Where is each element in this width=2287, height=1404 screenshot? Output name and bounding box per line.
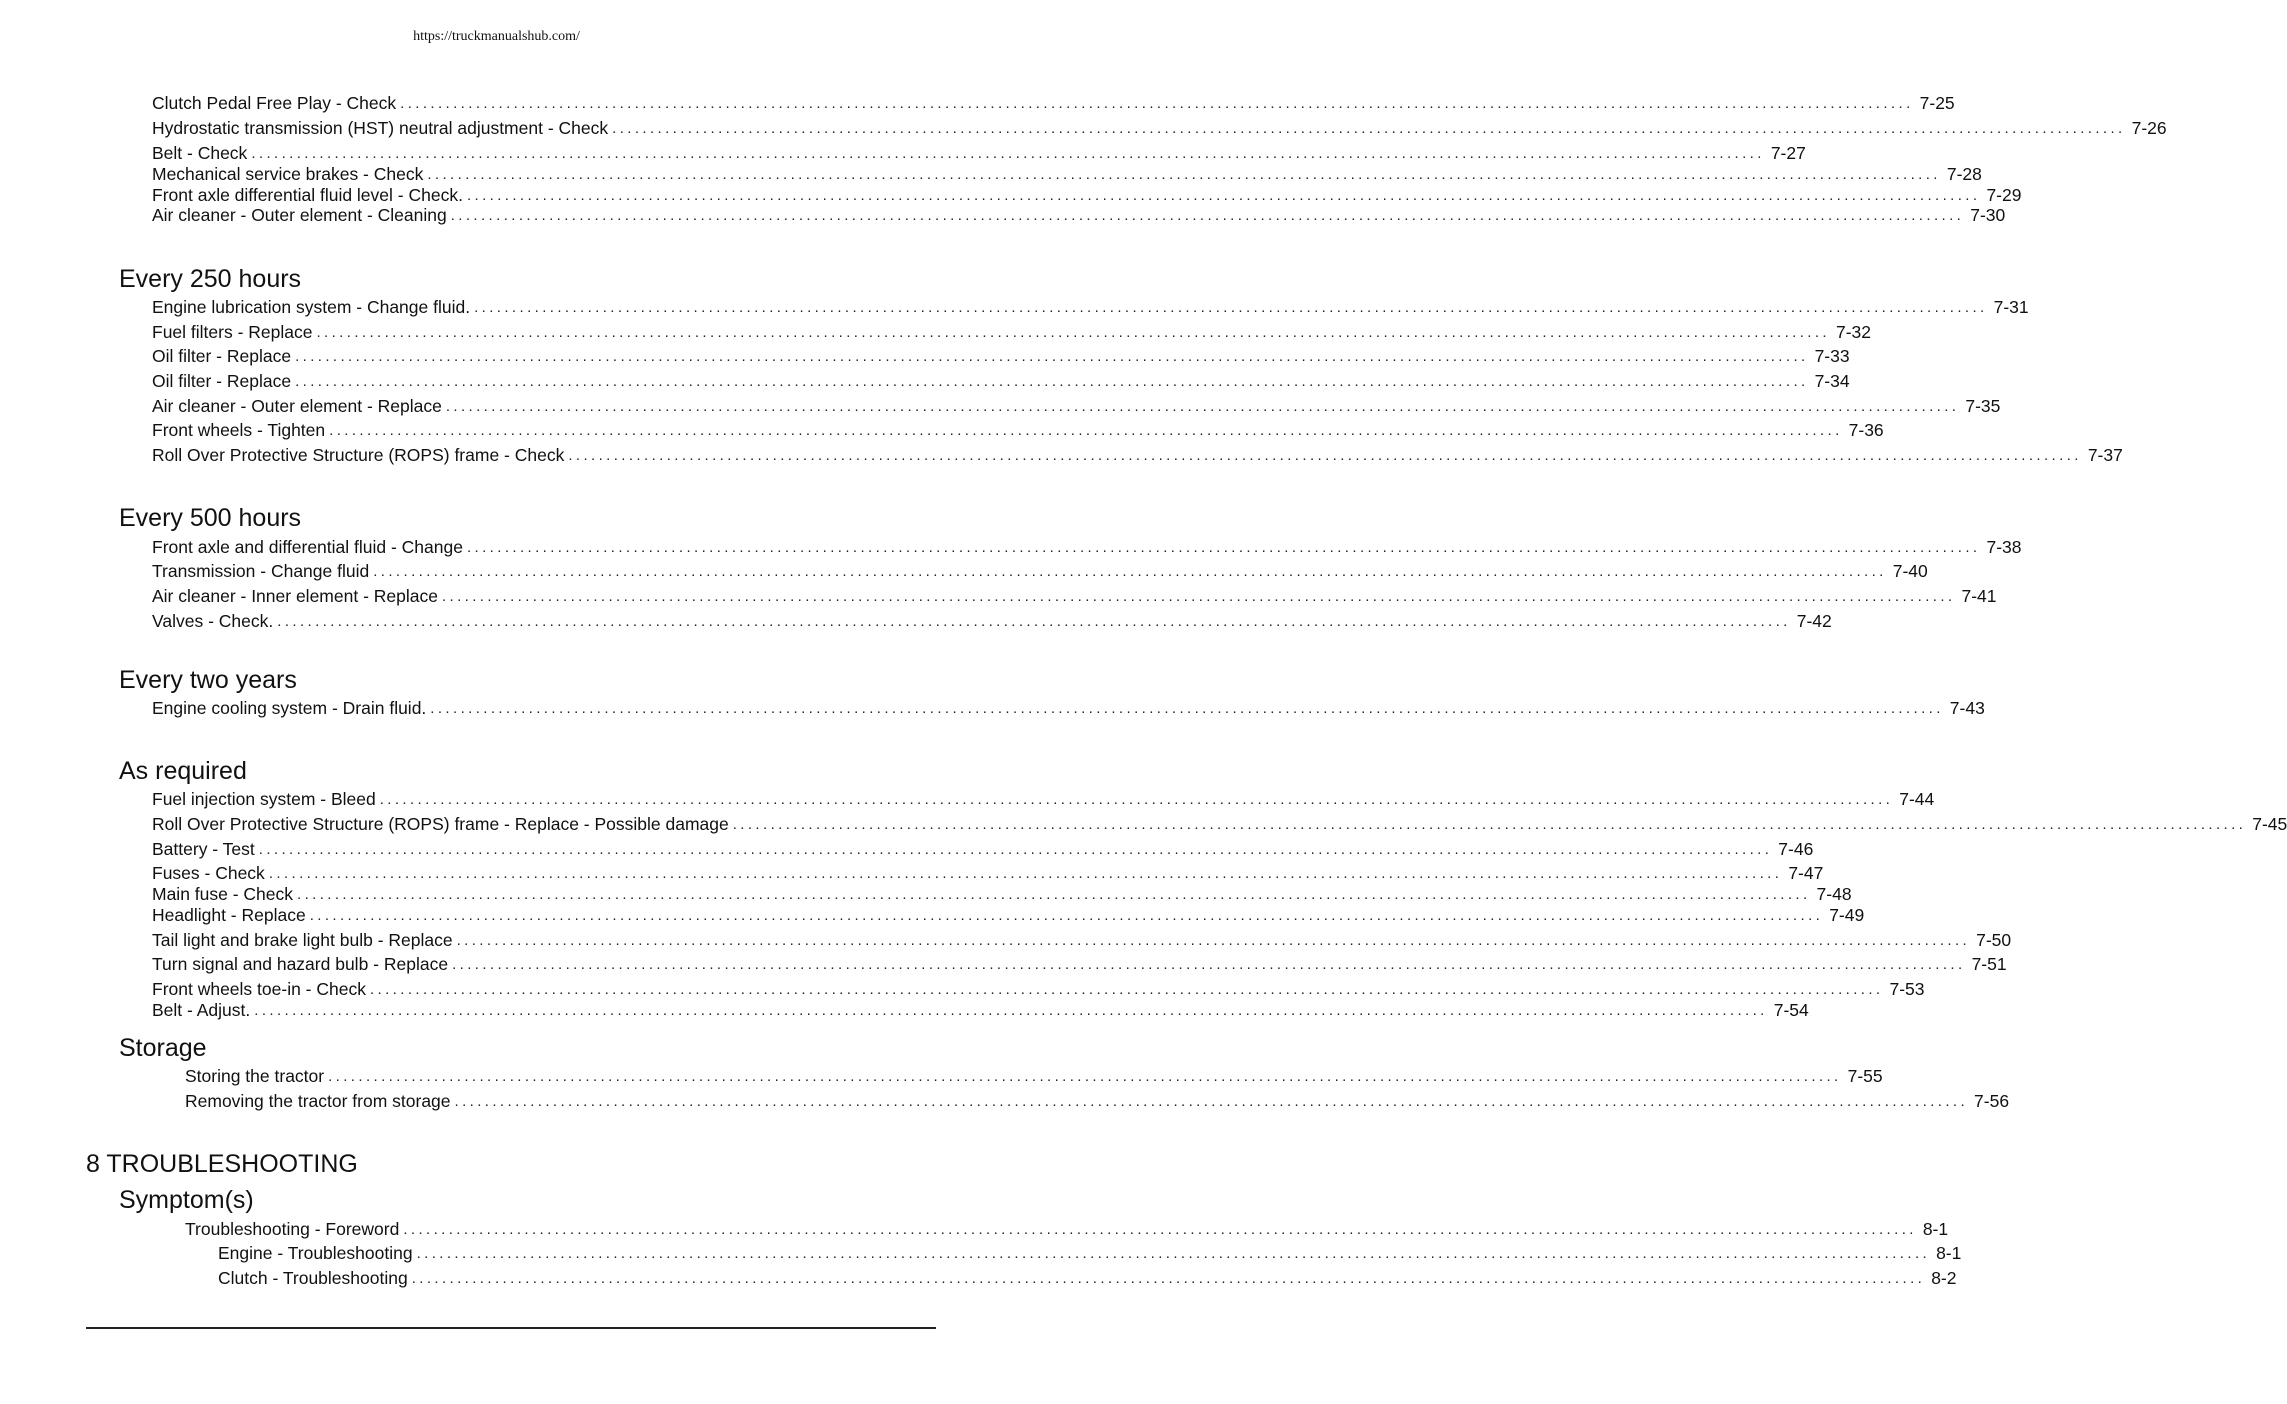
toc-entry-page: 7-43	[1949, 698, 1985, 718]
toc-entry-page: 7-53	[1889, 979, 1925, 999]
toc-entry-page: 7-31	[1993, 297, 2029, 317]
toc-entry[interactable]	[218, 1242, 1962, 1264]
toc-entry[interactable]	[152, 92, 1955, 114]
toc-entry-label: Front axle and differential fluid - Change	[152, 537, 463, 557]
toc-entry[interactable]	[152, 184, 2022, 206]
toc-entry-page: 7-50	[1976, 930, 2012, 950]
toc-entry-page: 7-45	[2252, 814, 2287, 834]
dot-leader: ........................................................................................................................................................................................................	[454, 1093, 1969, 1110]
toc-entry[interactable]	[152, 345, 1850, 367]
toc-entry-label: Headlight - Replace	[152, 905, 306, 925]
toc-entry[interactable]	[152, 163, 1982, 185]
toc-entry-page: 7-25	[1919, 93, 1955, 113]
toc-entry-label: Belt - Adjust.	[152, 1000, 251, 1020]
toc-entry[interactable]	[152, 117, 2167, 139]
toc-entry[interactable]	[185, 1218, 1949, 1240]
toc-entry-page: 7-41	[1961, 586, 1997, 606]
toc-entry-page: 7-49	[1829, 905, 1865, 925]
dot-leader: ........................................................................................................................................................................................................	[316, 324, 1830, 341]
toc-entry[interactable]	[152, 204, 2006, 226]
toc-entry-page: 7-33	[1814, 346, 1850, 366]
toc-entry-page: 7-36	[1848, 420, 1884, 440]
dot-leader: ........................................................................................................................................................................................................	[254, 1002, 1768, 1019]
toc-entry[interactable]	[185, 1065, 1883, 1087]
toc-entry-page: 7-55	[1847, 1066, 1883, 1086]
section-heading[interactable]: Every 500 hours	[119, 504, 302, 532]
toc-entry-page: 7-35	[1965, 396, 2001, 416]
dot-leader: ........................................................................................................................................................................................................	[445, 398, 1960, 415]
toc-entry-label: Tail light and brake light bulb - Replace	[152, 930, 453, 950]
dot-leader: ........................................................................................................................................................................................................	[251, 145, 1765, 162]
dot-leader: ........................................................................................................................................................................................................	[297, 886, 1811, 903]
dot-leader: ........................................................................................................................................................................................................	[456, 932, 1971, 949]
dot-leader: ........................................................................................................................................................................................................	[452, 956, 1966, 973]
toc-entry-page: 7-51	[1971, 954, 2007, 974]
toc-entry-page: 7-46	[1778, 839, 1814, 859]
toc-entry-page: 7-42	[1796, 611, 1832, 631]
dot-leader: ........................................................................................................................................................................................................	[568, 447, 2082, 464]
toc-entry-label: Front wheels - Tighten	[152, 420, 326, 440]
toc-entry[interactable]	[152, 370, 1850, 392]
toc-entry-label: Storing the tractor	[185, 1066, 325, 1086]
toc-entry[interactable]	[152, 536, 2022, 558]
dot-leader: ........................................................................................................................................................................................................	[277, 613, 1791, 630]
toc-entry[interactable]	[218, 1267, 1957, 1289]
dot-leader: ........................................................................................................................................................................................................	[328, 1068, 1842, 1085]
toc-entry-page: 7-54	[1773, 1000, 1809, 1020]
dot-leader: ........................................................................................................................................................................................................	[258, 841, 1773, 858]
toc-entry[interactable]	[152, 321, 1872, 343]
toc-entry-page: 7-29	[1986, 185, 2022, 205]
toc-entry[interactable]	[152, 560, 1928, 582]
dot-leader: ........................................................................................................................................................................................................	[295, 348, 1809, 365]
toc-entry[interactable]	[152, 813, 2287, 835]
dot-leader: ........................................................................................................................................................................................................	[403, 1221, 1917, 1238]
toc-entry-label: Air cleaner - Outer element - Cleaning	[152, 205, 447, 225]
dot-leader: ........................................................................................................................................................................................................	[379, 791, 1894, 808]
toc-entry[interactable]	[185, 1090, 2010, 1112]
toc-entry-label: Engine cooling system - Drain fluid.	[152, 698, 427, 718]
toc-entry-label: Roll Over Protective Structure (ROPS) frame - Replace - Possible damage	[152, 814, 729, 834]
section-heading[interactable]: As required	[119, 757, 247, 785]
section-heading[interactable]: Every two years	[119, 666, 297, 694]
toc-entry[interactable]	[152, 978, 1925, 1000]
toc-entry-label: Fuses - Check	[152, 863, 265, 883]
source-url[interactable]: https://truckmanualshub.com/	[413, 29, 580, 44]
toc-entry-label: Troubleshooting - Foreword	[185, 1219, 400, 1239]
toc-entry-label: Engine lubrication system - Change fluid.	[152, 297, 471, 317]
toc-entry-page: 7-32	[1835, 322, 1872, 342]
toc-entry-page: 7-38	[1986, 537, 2022, 557]
toc-entry-label: Belt - Check	[152, 143, 248, 163]
section-heading[interactable]: Storage	[119, 1034, 207, 1062]
toc-entry-page: 7-56	[1974, 1091, 2010, 1111]
dot-leader: ........................................................................................................................................................................................................	[466, 539, 1981, 556]
toc-entry-page: 7-28	[1946, 164, 1982, 184]
dot-leader: ........................................................................................................................................................................................................	[416, 1245, 1931, 1262]
toc-entry-page: 7-48	[1816, 884, 1852, 904]
toc-entry[interactable]	[152, 788, 1935, 810]
toc-entry[interactable]	[152, 929, 2012, 951]
toc-entry-label: Turn signal and hazard bulb - Replace	[152, 954, 449, 974]
toc-entry-label: Hydrostatic transmission (HST) neutral adjustment - Check	[152, 118, 609, 138]
dot-leader: ........................................................................................................................................................................................................	[295, 373, 1809, 390]
dot-leader: ........................................................................................................................................................................................................	[411, 1270, 1926, 1287]
toc-entry-label: Clutch - Troubleshooting	[218, 1268, 408, 1288]
dot-leader: ........................................................................................................................................................................................................	[373, 563, 1887, 580]
toc-entry[interactable]	[152, 697, 1985, 719]
toc-entry-page: 7-27	[1770, 143, 1806, 163]
toc-entry-page: 7-34	[1814, 371, 1850, 391]
toc-entry-page: 8-1	[1936, 1243, 1962, 1263]
section-heading[interactable]: Every 250 hours	[119, 265, 302, 293]
toc-entry-label: Front axle differential fluid level - Check.	[152, 185, 463, 205]
toc-entry-page: 7-37	[2087, 445, 2123, 465]
toc-entry-label: Removing the tractor from storage	[185, 1091, 451, 1111]
toc-entry-page: 7-44	[1899, 789, 1935, 809]
toc-entry[interactable]	[152, 610, 1832, 632]
toc-entry[interactable]	[152, 999, 1809, 1021]
toc-entry-label: Oil filter - Replace	[152, 346, 292, 366]
toc-entry[interactable]	[152, 395, 2001, 417]
toc-entry-label: Fuel injection system - Bleed	[152, 789, 376, 809]
dot-leader: ........................................................................................................................................................................................................	[732, 816, 2247, 833]
toc-entry-label: Oil filter - Replace	[152, 371, 292, 391]
toc-entry-page: 7-47	[1788, 863, 1824, 883]
dot-leader: ........................................................................................................................................................................................................	[450, 207, 1965, 224]
dot-leader: ........................................................................................................................................................................................................	[309, 907, 1824, 924]
toc-entry[interactable]	[152, 953, 2007, 975]
toc-entry-label: Battery - Test	[152, 839, 255, 859]
dot-leader: ........................................................................................................................................................................................................	[612, 120, 2126, 137]
toc-entry-page: 7-30	[1970, 205, 2006, 225]
toc-entry-label: Fuel filters - Replace	[152, 322, 313, 342]
toc-entry[interactable]	[152, 419, 1884, 441]
toc-entry-label: Clutch Pedal Free Play - Check	[152, 93, 397, 113]
toc-entry-label: Roll Over Protective Structure (ROPS) frame - Check	[152, 445, 565, 465]
toc-entry-label: Transmission - Change fluid	[152, 561, 370, 581]
dot-leader: ........................................................................................................................................................................................................	[430, 700, 1944, 717]
toc-entry[interactable]	[152, 444, 2123, 466]
dot-leader: ........................................................................................................................................................................................................	[441, 588, 1956, 605]
dot-leader: ........................................................................................................................................................................................................	[329, 422, 1843, 439]
dot-leader: ........................................................................................................................................................................................................	[466, 187, 1981, 204]
toc-entry[interactable]	[152, 296, 2029, 318]
dot-leader: ........................................................................................................................................................................................................	[474, 299, 1988, 316]
toc-entry[interactable]	[152, 585, 1997, 607]
toc-entry[interactable]	[152, 904, 1865, 926]
toc-entry-label: Air cleaner - Inner element - Replace	[152, 586, 438, 606]
dot-leader: ........................................................................................................................................................................................................	[400, 95, 1914, 112]
toc-entry-page: 8-2	[1931, 1268, 1957, 1288]
dot-leader: ........................................................................................................................................................................................................	[427, 166, 1941, 183]
dot-leader: ........................................................................................................................................................................................................	[369, 981, 1884, 998]
footer-divider	[86, 1327, 936, 1329]
toc-entry-label: Mechanical service brakes - Check	[152, 164, 424, 184]
chapter-title[interactable]: 8 TROUBLESHOOTING	[86, 1150, 358, 1178]
toc-entry[interactable]	[152, 883, 1852, 905]
toc-entry-label: Main fuse - Check	[152, 884, 294, 904]
toc-entry[interactable]	[152, 862, 1824, 884]
section-heading[interactable]: Symptom(s)	[119, 1186, 254, 1214]
toc-entry-page: 7-26	[2131, 118, 2167, 138]
toc-entry-page: 8-1	[1922, 1219, 1949, 1239]
toc-entry-label: Air cleaner - Outer element - Replace	[152, 396, 442, 416]
toc-entry-label: Front wheels toe-in - Check	[152, 979, 366, 999]
toc-entry[interactable]	[152, 838, 1814, 860]
toc-entry-label: Engine - Troubleshooting	[218, 1243, 413, 1263]
toc-entry-page: 7-40	[1892, 561, 1928, 581]
dot-leader: ........................................................................................................................................................................................................	[268, 865, 1783, 882]
toc-entry[interactable]	[152, 142, 1806, 164]
toc-entry-label: Valves - Check.	[152, 611, 274, 631]
